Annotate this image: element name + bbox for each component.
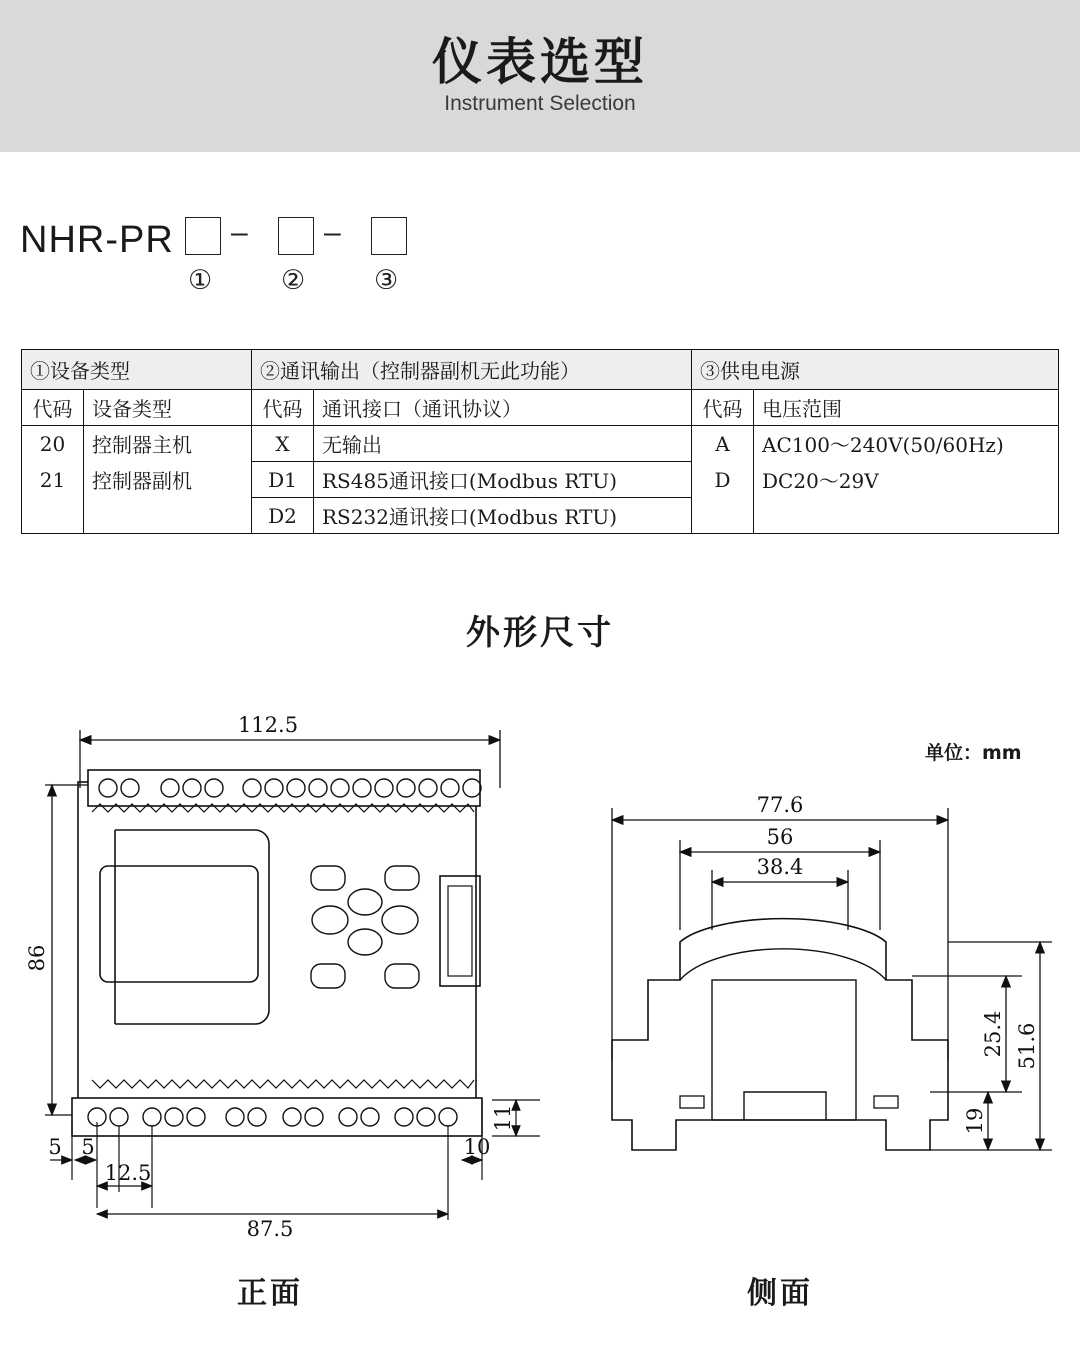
- dim-front-bottom-span: 87.5: [246, 1217, 294, 1241]
- page-title-cn: 仪表选型: [432, 32, 648, 91]
- model-slot-2: [278, 217, 314, 255]
- table-row: [22, 498, 1059, 534]
- model-code-diagram: NHR-PR – – ① ② ③: [20, 205, 1060, 315]
- selection-table: [21, 349, 1059, 534]
- group-header-comm-output: ②通讯输出（控制器副机无此功能）: [252, 350, 692, 390]
- cell-power-code-1: A: [692, 426, 754, 462]
- cell-device-desc-3: [84, 498, 252, 534]
- subheader-code-3: 代码: [692, 390, 754, 426]
- page-header: [0, 0, 1080, 152]
- subheader-comm-interface: 通讯接口（通讯协议）: [314, 390, 692, 426]
- dim-front-left-edge: 5: [48, 1135, 62, 1159]
- dim-side-right1: 25.4: [981, 1010, 1005, 1058]
- dim-front-width: 112.5: [237, 713, 299, 737]
- dim-front-right-offset: 10: [463, 1135, 491, 1159]
- dim-front-left-inner: 5: [81, 1135, 95, 1159]
- cell-device-code-2: 21: [22, 462, 84, 498]
- cell-comm-desc-2: RS485通讯接口(Modbus RTU): [314, 462, 692, 498]
- dimensions-title: 外形尺寸: [466, 613, 614, 653]
- dim-front-height: 86: [25, 944, 49, 972]
- caption-front-view: 正面: [237, 1276, 303, 1311]
- unit-label: 单位：mm: [925, 742, 1022, 764]
- subheader-device-type: 设备类型: [84, 390, 252, 426]
- table-group-header-row: [22, 350, 1059, 390]
- group-header-device-type: ①设备类型: [22, 350, 252, 390]
- dim-side-top2: 56: [766, 825, 794, 849]
- subheader-code-1: 代码: [22, 390, 84, 426]
- subheader-code-2: 代码: [252, 390, 314, 426]
- page-title-en: Instrument Selection: [444, 92, 636, 116]
- caption-side-view: 侧面: [747, 1276, 813, 1311]
- cell-power-desc-3: [754, 498, 1059, 534]
- cell-comm-desc-1: 无输出: [314, 426, 692, 462]
- model-marker-1: ①: [188, 265, 213, 296]
- model-marker-2: ②: [281, 265, 306, 296]
- cell-power-code-3: [692, 498, 754, 534]
- cell-device-code-1: 20: [22, 426, 84, 462]
- cell-comm-code-1: X: [252, 426, 314, 462]
- dim-front-right-height: 11: [491, 1104, 515, 1132]
- cell-device-code-3: [22, 498, 84, 534]
- cell-comm-code-2: D1: [252, 462, 314, 498]
- model-marker-3: ③: [374, 265, 399, 296]
- cell-comm-code-3: D2: [252, 498, 314, 534]
- dim-front-inner2: 12.5: [104, 1161, 152, 1185]
- model-prefix: NHR-PR: [20, 219, 174, 261]
- model-slot-1: [185, 217, 221, 255]
- cell-power-code-2: D: [692, 462, 754, 498]
- subheader-voltage-range: 电压范围: [754, 390, 1059, 426]
- drawings-svg: [0, 680, 1080, 1280]
- dim-side-top3: 38.4: [756, 855, 804, 879]
- dim-side-right2: 51.6: [1015, 1022, 1039, 1070]
- table-sub-header-row: [22, 390, 1059, 426]
- model-slot-3: [371, 217, 407, 255]
- cell-device-desc-1: 控制器主机: [84, 426, 252, 462]
- dim-side-right3: 19: [963, 1107, 987, 1135]
- dim-side-top1: 77.6: [756, 793, 804, 817]
- cell-comm-desc-3: RS232通讯接口(Modbus RTU): [314, 498, 692, 534]
- cell-power-desc-1: AC100～240V(50/60Hz): [754, 426, 1059, 462]
- cell-device-desc-2: 控制器副机: [84, 462, 252, 498]
- cell-power-desc-2: DC20～29V: [754, 462, 1059, 498]
- table-row: [22, 426, 1059, 462]
- table-row: [22, 462, 1059, 498]
- dimension-drawings: [0, 680, 1080, 1280]
- group-header-power-supply: ③供电电源: [692, 350, 1059, 390]
